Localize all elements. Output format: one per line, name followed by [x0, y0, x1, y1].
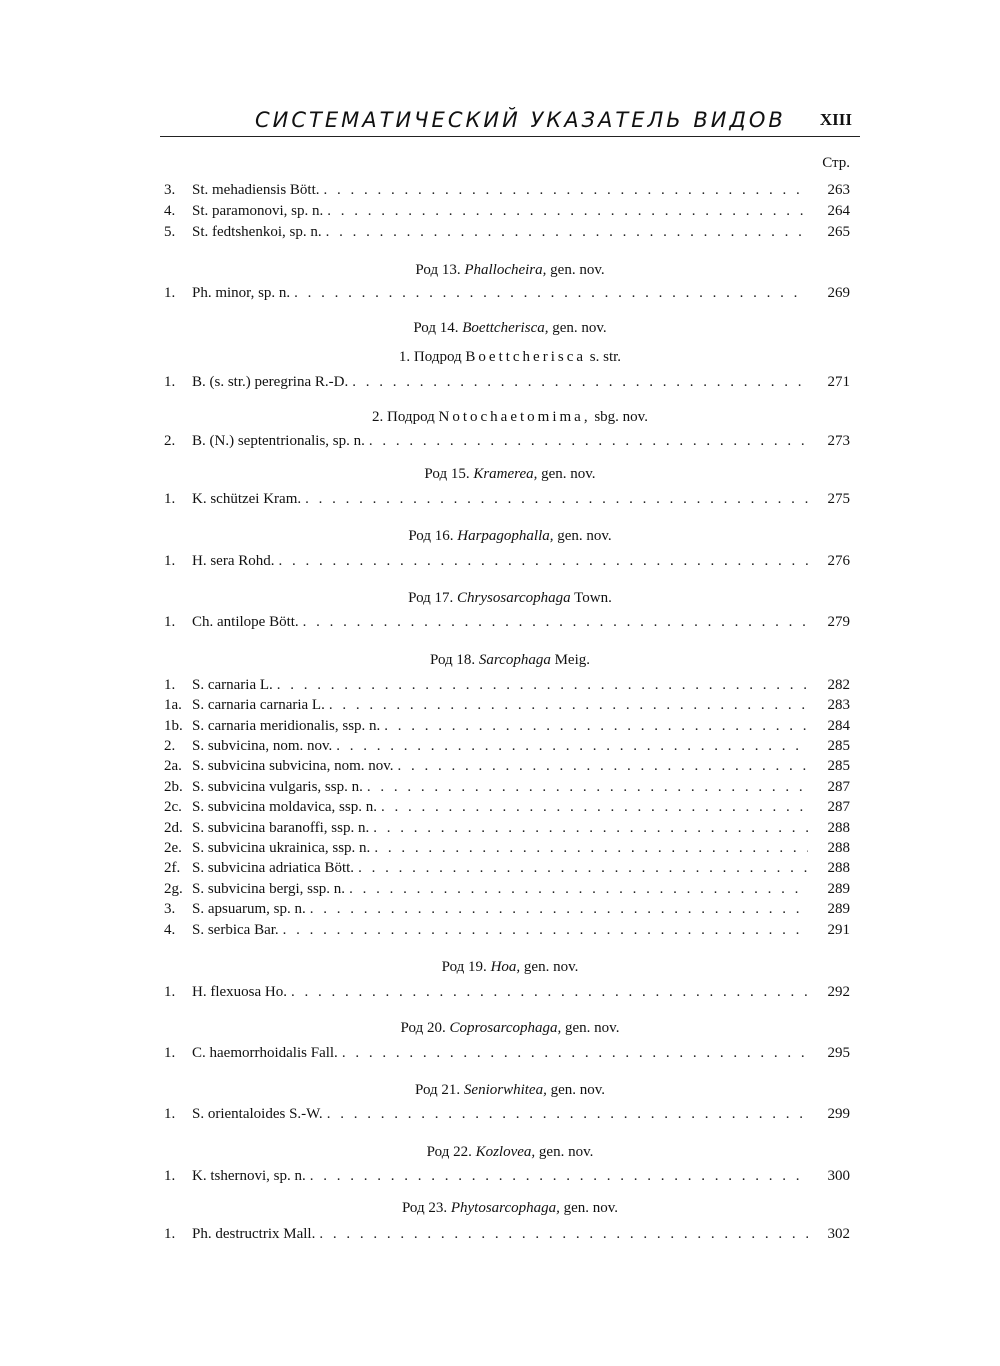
- index-entry: [164, 982, 850, 1002]
- entry-number: 2a.: [164, 758, 182, 774]
- dot-leader: [279, 551, 809, 571]
- page-number: 302: [827, 1226, 850, 1242]
- genus-number: Род 19.: [441, 959, 487, 975]
- species-name: St. paramonovi, sp. n.: [192, 203, 324, 219]
- genus-heading: [160, 957, 860, 977]
- index-entry: [164, 858, 850, 878]
- entry-number: 1b.: [164, 718, 183, 734]
- entry-number: 1.: [164, 1168, 176, 1184]
- genus-number: Род 18.: [429, 652, 476, 668]
- dot-leader: [342, 1043, 808, 1063]
- species-name: Ch. antilope Bött.: [192, 614, 299, 630]
- species-name: S. apsuarum, sp. n.: [192, 901, 306, 917]
- dot-leader: [283, 920, 808, 940]
- index-entry: [164, 777, 850, 797]
- page-column-label: Стр.: [822, 155, 850, 171]
- genus-name: Kramerea,: [473, 466, 538, 482]
- subgenus-number: 1. Подрод: [398, 349, 462, 365]
- page-number: 271: [827, 374, 850, 390]
- page-number: 285: [827, 738, 850, 754]
- genus-name: Phytosarcophaga,: [450, 1200, 560, 1216]
- entry-number: 5.: [164, 224, 176, 240]
- dot-leader: [374, 838, 808, 858]
- genus-heading: [160, 1018, 860, 1038]
- species-name: H. flexuosa Ho.: [192, 984, 287, 1000]
- entry-number: 1.: [164, 614, 176, 630]
- index-entry: [164, 431, 850, 451]
- genus-note: gen. nov.: [541, 466, 596, 482]
- page-number: 285: [827, 758, 850, 774]
- dot-leader: [326, 222, 808, 242]
- entry-number: 2f.: [164, 860, 181, 876]
- species-name: S. subvicina moldavica, ssp. n.: [192, 799, 377, 815]
- species-name: S. subvicina subvicina, nom. nov.: [192, 758, 394, 774]
- entry-number: 1.: [164, 677, 176, 693]
- genus-heading: [160, 588, 860, 608]
- species-name: St. fedtshenkoi, sp. n.: [192, 224, 322, 240]
- dot-leader: [349, 879, 808, 899]
- index-entry: [164, 756, 850, 776]
- page-number: 289: [827, 881, 850, 897]
- index-entry: [164, 818, 850, 838]
- index-entry: [164, 1104, 850, 1124]
- entry-number: 2.: [164, 433, 176, 449]
- page-number: 299: [827, 1106, 850, 1122]
- page-number: 287: [827, 799, 850, 815]
- dot-leader: [398, 756, 808, 776]
- page-number: 276: [827, 553, 850, 569]
- index-entry: [164, 797, 850, 817]
- page-number: 264: [827, 203, 850, 219]
- genus-number: Род 17.: [408, 590, 454, 606]
- genus-number: Род 15.: [424, 466, 470, 482]
- page-number: 282: [827, 677, 850, 693]
- genus-heading: [160, 526, 860, 546]
- species-name: C. haemorrhoidalis Fall.: [192, 1045, 338, 1061]
- dot-leader: [369, 431, 808, 451]
- genus-note: gen. nov.: [563, 1200, 619, 1216]
- subgenus-note: sbg. nov.: [594, 409, 648, 425]
- dot-leader: [352, 372, 808, 392]
- index-entry: [164, 372, 850, 392]
- index-entry: [164, 899, 850, 919]
- index-entry: [164, 283, 850, 303]
- dot-leader: [327, 1104, 808, 1124]
- species-name: H. sera Rohd.: [192, 553, 275, 569]
- genus-number: Род 21.: [414, 1082, 461, 1098]
- page-number: 263: [827, 182, 850, 198]
- index-entry: [164, 201, 850, 221]
- genus-name: Boettcherisca,: [462, 320, 549, 336]
- index-entry: [164, 1043, 850, 1063]
- index-entry: [164, 1166, 850, 1186]
- genus-name: Seniorwhitea,: [463, 1082, 547, 1098]
- entry-number: 1.: [164, 553, 176, 569]
- genus-note: gen. nov.: [523, 959, 579, 975]
- dot-leader: [329, 695, 808, 715]
- index-entry: [164, 695, 850, 715]
- header-page-number: XIII: [819, 110, 852, 129]
- genus-name: Sarcophaga: [478, 652, 551, 668]
- genus-number: Род 22.: [426, 1144, 472, 1160]
- species-name: Ph. destructrix Mall.: [192, 1226, 316, 1242]
- header-title: СИСТЕМАТИЧЕСКИЙ УКАЗАТЕЛЬ ВИДОВ: [255, 108, 786, 132]
- page-number: 269: [827, 285, 850, 301]
- page-number: 275: [827, 491, 850, 507]
- species-name: S. carnaria L.: [192, 677, 273, 693]
- genus-heading: [160, 1198, 860, 1218]
- entry-number: 2.: [164, 738, 176, 754]
- index-entry: [164, 180, 850, 200]
- dot-leader: [319, 1224, 808, 1244]
- species-name: S. subvicina baranoffi, ssp. n.: [192, 820, 370, 836]
- dot-leader: [327, 201, 808, 221]
- entry-number: 3.: [164, 182, 176, 198]
- genus-heading: [160, 650, 860, 670]
- dot-leader: [305, 489, 808, 509]
- dot-leader: [367, 777, 808, 797]
- genus-number: Род 14.: [413, 320, 459, 336]
- entry-number: 1.: [164, 1045, 176, 1061]
- species-name: K. schützei Kram.: [192, 491, 302, 507]
- dot-leader: [277, 675, 808, 695]
- entry-number: 2b.: [164, 779, 183, 795]
- index-entry: [164, 920, 850, 940]
- species-name: S. orientaloides S.-W.: [192, 1106, 323, 1122]
- genus-name: Harpagophalla,: [457, 528, 554, 544]
- species-name: S. serbica Bar.: [192, 922, 279, 938]
- index-entry: [164, 716, 850, 736]
- dot-leader: [336, 736, 808, 756]
- genus-number: Род 23.: [401, 1200, 448, 1216]
- index-entry: [164, 879, 850, 899]
- page-number: 284: [827, 718, 850, 734]
- page-number: 283: [827, 697, 850, 713]
- species-name: B. (N.) septentrionalis, sp. n.: [192, 433, 365, 449]
- entry-number: 2c.: [164, 799, 182, 815]
- page-number: 291: [827, 922, 850, 938]
- entry-number: 1.: [164, 285, 176, 301]
- index-entry: [164, 551, 850, 571]
- dot-leader: [381, 797, 808, 817]
- species-name: St. mehadiensis Bött.: [192, 182, 320, 198]
- genus-number: Род 20.: [400, 1020, 446, 1036]
- dot-leader: [310, 899, 808, 919]
- genus-note: Meig.: [554, 652, 591, 668]
- dot-leader: [303, 612, 808, 632]
- genus-heading: [160, 260, 860, 280]
- subgenus-heading: [160, 407, 860, 427]
- species-name: S. carnaria meridionalis, ssp. n.: [192, 718, 381, 734]
- entry-number: 1.: [164, 1226, 176, 1242]
- page-number: 300: [827, 1168, 850, 1184]
- page-number: 288: [827, 860, 850, 876]
- index-entry: [164, 838, 850, 858]
- page-number: 265: [827, 224, 850, 240]
- index-entry: [164, 1224, 850, 1244]
- genus-note: gen. nov.: [565, 1020, 620, 1036]
- genus-name: Kozlovea,: [475, 1144, 536, 1160]
- entry-number: 1.: [164, 1106, 176, 1122]
- entry-number: 2g.: [164, 881, 183, 897]
- dot-leader: [310, 1166, 808, 1186]
- page-number: 295: [827, 1045, 850, 1061]
- genus-number: Род 16.: [408, 528, 454, 544]
- entry-number: 4.: [164, 203, 176, 219]
- dot-leader: [358, 858, 808, 878]
- entry-number: 1.: [164, 374, 176, 390]
- genus-name: Chrysosarcophaga: [457, 590, 571, 606]
- species-name: S. subvicina bergi, ssp. n.: [192, 881, 346, 897]
- index-entry: [164, 222, 850, 242]
- dot-leader: [373, 818, 808, 838]
- page-number: 288: [827, 840, 850, 856]
- entry-number: 2d.: [164, 820, 183, 836]
- entry-number: 1.: [164, 491, 176, 507]
- page-number: 279: [827, 614, 850, 630]
- index-entry: [164, 736, 850, 756]
- species-name: Ph. minor, sp. n.: [192, 285, 291, 301]
- dot-leader: [384, 716, 808, 736]
- page-number: 288: [827, 820, 850, 836]
- index-page: [160, 100, 860, 1242]
- page-number: 292: [827, 984, 850, 1000]
- species-name: S. subvicina adriatica Bött.: [192, 860, 355, 876]
- species-name: K. tshernovi, sp. n.: [192, 1168, 306, 1184]
- genus-note: gen. nov.: [557, 528, 612, 544]
- genus-name: Hoa,: [490, 959, 521, 975]
- entry-number: 3.: [164, 901, 176, 917]
- dot-leader: [324, 180, 809, 200]
- genus-heading: [160, 1142, 860, 1162]
- genus-number: Род 13.: [415, 262, 461, 278]
- genus-name: Coprosarcophaga,: [449, 1020, 562, 1036]
- genus-heading: [160, 464, 860, 484]
- entry-number: 1.: [164, 984, 176, 1000]
- species-name: S. subvicina ukrainica, ssp. n.: [192, 840, 371, 856]
- subgenus-name: Notochaetomima,: [438, 409, 591, 425]
- species-name: B. (s. str.) peregrina R.-D.: [192, 374, 349, 390]
- page-number: 289: [827, 901, 850, 917]
- genus-heading: [160, 318, 860, 338]
- entry-number: 1a.: [164, 697, 182, 713]
- dot-leader: [294, 283, 808, 303]
- genus-note: Town.: [574, 590, 612, 606]
- page-number: 273: [827, 433, 850, 449]
- running-header: [160, 100, 860, 137]
- species-name: S. carnaria carnaria L.: [192, 697, 325, 713]
- subgenus-name: Boettcherisca: [465, 349, 587, 365]
- index-entry: [164, 612, 850, 632]
- genus-note: gen. nov.: [552, 320, 607, 336]
- index-entry: [164, 489, 850, 509]
- dot-leader: [291, 982, 808, 1002]
- subgenus-number: 2. Подрод: [372, 409, 435, 425]
- species-name: S. subvicina vulgaris, ssp. n.: [192, 779, 363, 795]
- genus-name: Phallocheira,: [464, 262, 547, 278]
- genus-note: gen. nov.: [550, 262, 605, 278]
- index-entry: [164, 675, 850, 695]
- genus-note: gen. nov.: [538, 1144, 594, 1160]
- genus-heading: [160, 1080, 860, 1100]
- page-number: 287: [827, 779, 850, 795]
- species-name: S. subvicina, nom. nov.: [192, 738, 333, 754]
- subgenus-note: s. str.: [589, 349, 622, 365]
- genus-note: gen. nov.: [550, 1082, 606, 1098]
- entry-number: 4.: [164, 922, 176, 938]
- entry-number: 2e.: [164, 840, 182, 856]
- subgenus-heading: [160, 347, 860, 367]
